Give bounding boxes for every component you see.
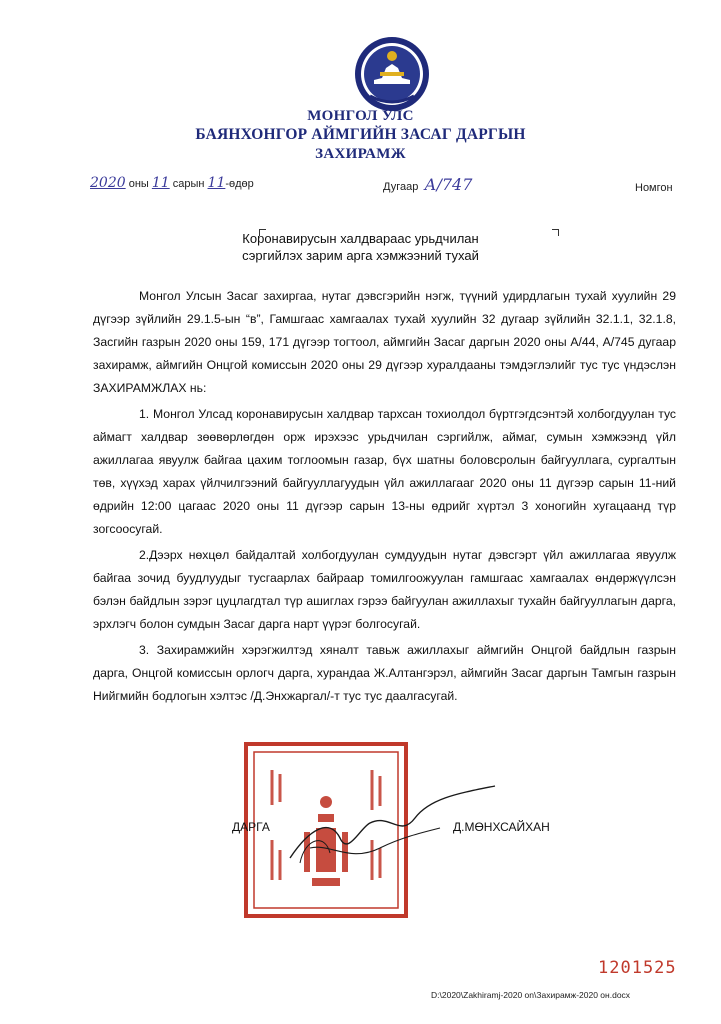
header-office: БАЯНХОНГОР АЙМГИЙН ЗАСАГ ДАРГЫН <box>195 126 526 143</box>
date-year-suffix: оны <box>125 178 152 190</box>
date-month: 11 <box>151 175 170 191</box>
file-path: D:\2020\Zakhiramj-2020 on\Захирамж-2020 он.docx <box>431 990 631 1000</box>
number-value: А/747 <box>424 175 473 194</box>
date-year: 2020 <box>90 175 126 191</box>
date-day-suffix: -өдөр <box>225 178 254 190</box>
date-month-suffix: сарын <box>169 178 208 190</box>
date-day: 11 <box>207 175 226 191</box>
paragraph-2: 2.Дээрх нөхцөл байдалтай холбогдуулан сумдуудын нутаг дэвсгэрт үйл ажиллагаа явуулж байгаа зочид буудлуудыг тусгаарлах байраар томилгоожуулан гамшгаас хамгаалах өндөржүүлсэн бэлэн байдлын зэрэг цуцлагдтал түр ашиглах гэрээ байгуулан ажиллахыг тухайн байгууллагын дарга, эрхлэгч болон сумдын Засаг дарга нарт үүрэг болгосугай. <box>93 548 676 631</box>
document-body <box>93 285 676 711</box>
header-country: МОНГОЛ УЛС <box>307 108 414 124</box>
signatory-role: ДАРГА <box>232 820 270 834</box>
subject-line-1: Коронавирусын халдвараас урьдчилан <box>242 231 479 246</box>
paragraph-1: 1. Монгол Улсад коронавирусын халдвар тархсан тохиолдол бүртгэгдсэнтэй холбогдуулан тус аймагт халдвар зөөвөрлөгдөн орж ирэхээс урьдчилан сэргийлж, аймаг, сумын хэмжээнд үйл ажиллагаа явуулж байгаа цахим тоглоомын газар, бүх шатны боловсролын байгууллага, сургалтын төв, хүүхэд харах үйлчилгээний байгууллагуудын үйл ажиллагааг 2020 оны 11 дүгээр сарын 11-ний өдрийн 12:00 цагаас 2020 оны 11 дүгээр сарын 13-ны өдрийг хүртэл 3 хоногийн хугацаанд түр зогсоосугай. <box>93 407 676 536</box>
date-line <box>90 175 254 191</box>
number-label: Дугаар <box>383 181 419 193</box>
header-doc-type: ЗАХИРАМЖ <box>315 146 406 162</box>
state-emblem-icon <box>352 34 432 114</box>
number-line <box>383 175 472 194</box>
paragraph-preamble: Монгол Улсын Засаг захиргаа, нутаг дэвсгэрийн нэгж, түүний удирдлагын тухай хуулийн 29 дүгээр зүйлийн 29.1.5-ын “в”, Гамшгаас хамгаалах тухай хуулийн 32 дугаар зүйлийн 32.1.1, 32.1.8, Засгийн газрын 2020 оны 159, 171 дүгээр тогтоол, аймгийн Засаг даргын 2020 оны А/44, А/745 дугаар захирамж, аймгийн Онцгой комиссын 2020 оны 29 дүгээр хуралдааны тэмдэглэлийг тус тус үндэслэн ЗАХИРАМЖЛАХ нь: <box>93 289 676 395</box>
serial-number: 1201525 <box>598 958 677 978</box>
paragraph-3: 3. Захирамжийн хэрэгжилтэд хяналт тавьж ажиллахыг аймгийн Онцгой байдлын газрын дарга, Онцгой комиссын орлогч дарга, хурандаа Ж.Алтангэрэл, аймгийн Засаг даргын Тамгын газрын Нийгмийн бодлогын хэлтэс /Д.Энхжаргал/-т тус тус даалгасугай. <box>93 643 676 703</box>
place-name: Номгон <box>635 182 673 194</box>
subject-line-2: сэргийлэх зарим арга хэмжээний тухай <box>242 248 479 263</box>
subject <box>0 230 721 264</box>
signatory-name: Д.МӨНХСАЙХАН <box>453 820 550 834</box>
